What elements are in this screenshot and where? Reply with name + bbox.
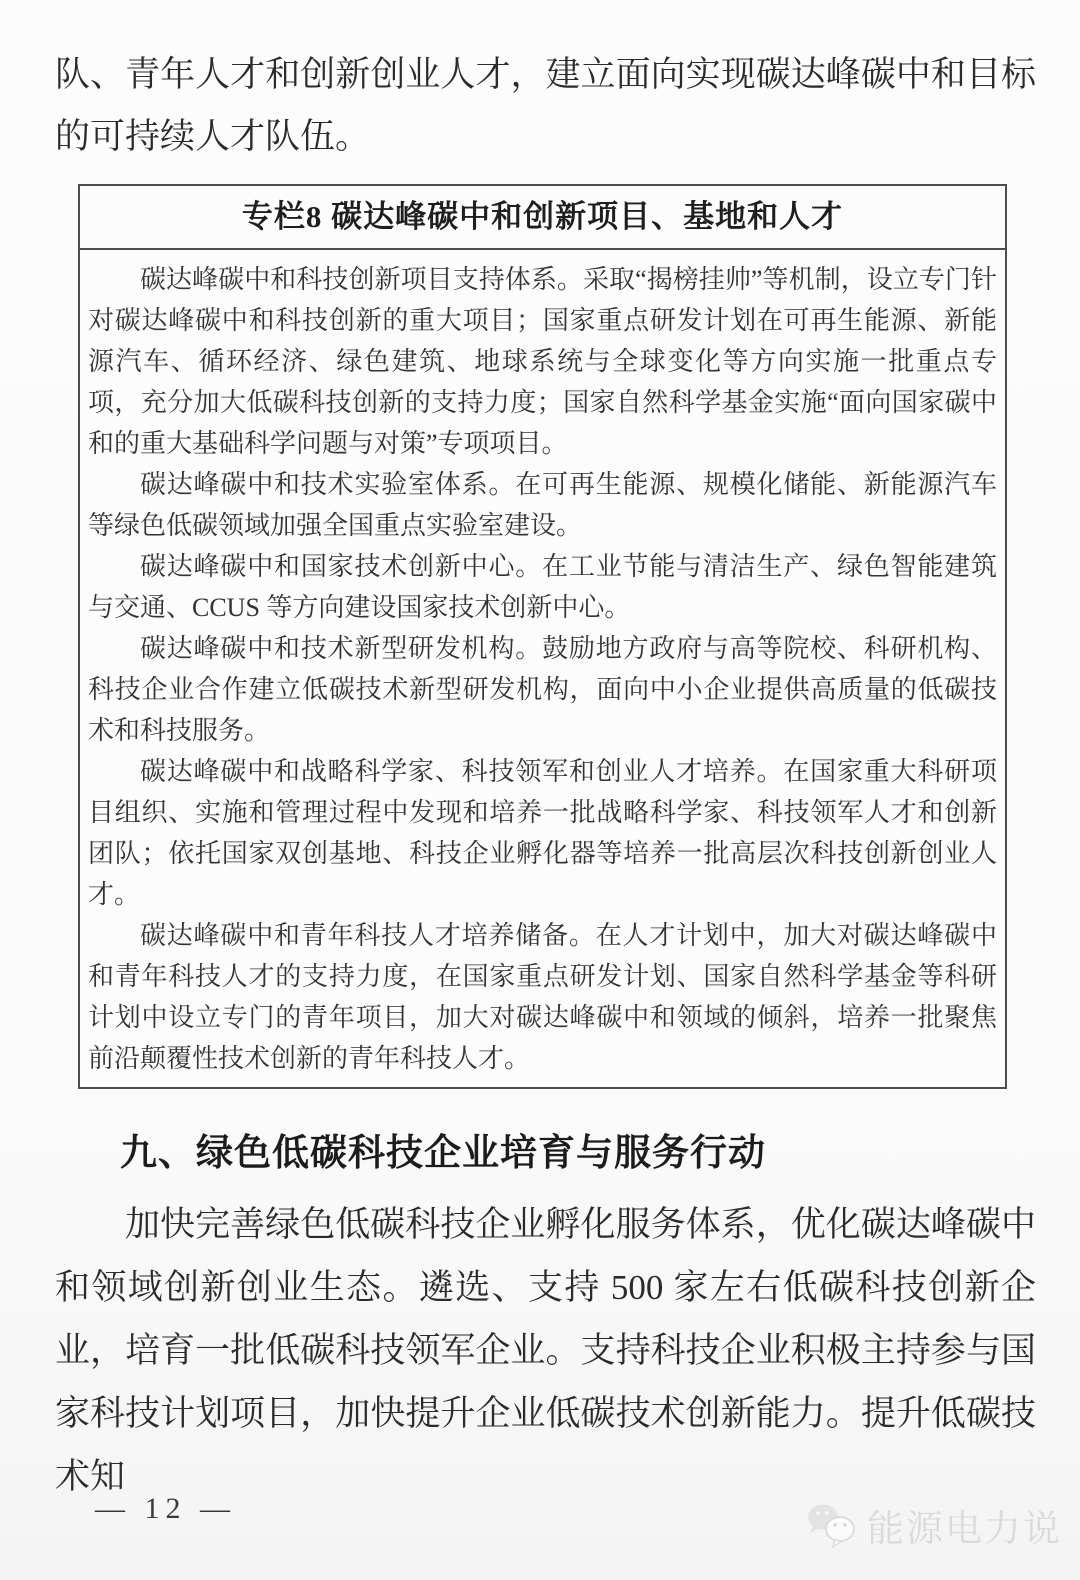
callout-box-title: 专栏8 碳达峰碳中和创新项目、基地和人才 — [80, 186, 1005, 250]
box-paragraph-strategic-scientists: 碳达峰碳中和战略科学家、科技领军和创业人才培养。在国家重大科研项目组织、实施和管理过程中发现和培养一批战略科学家、科技领军人才和创新团队；依托国家双创基地、科技企业孵化器等培养一批高层次科技创新创业人才。 — [88, 757, 997, 909]
callout-box — [78, 184, 1007, 1089]
box-paragraph-innovation-centers: 碳达峰碳中和国家技术创新中心。在工业节能与清洁生产、绿色智能建筑与交通、CCUS 等方向建设国家技术创新中心。 — [88, 552, 997, 622]
watermark — [805, 1498, 1062, 1552]
page-number: — 12 — — [95, 1492, 236, 1525]
box-paragraph-innovation-projects: 碳达峰碳中和科技创新项目支持体系。采取“揭榜挂帅”等机制，设立专门针对碳达峰碳中和科技创新的重大项目；国家重点研发计划在可再生能源、新能源汽车、循环经济、绿色建筑、地球系统与全球变化等方向实施一批重点专项，充分加大低碳科技创新的支持力度；国家自然科学基金实施“面向国家碳中和的重大基础科学问题与对策”专项项目。 — [88, 265, 997, 458]
intro-paragraph: 队、青年人才和创新创业人才，建立面向实现碳达峰碳中和目标的可持续人才队伍。 — [55, 55, 1036, 156]
wechat-chat-bubbles-icon — [805, 1500, 861, 1550]
section-body-paragraph: 加快完善绿色低碳科技企业孵化服务体系，优化碳达峰碳中和领域创新创业生态。遴选、支持 500 家左右低碳科技创新企业，培育一批低碳科技领军企业。支持科技企业积极主持参与国家科技计划项目，加快提升企业低碳技术创新能力。提升低碳技术知 — [55, 1205, 1036, 1496]
watermark-label: 能源电力说 — [867, 1509, 1062, 1550]
callout-box-body — [80, 250, 1005, 1087]
box-paragraph-laboratory-system: 碳达峰碳中和技术实验室体系。在可再生能源、规模化储能、新能源汽车等绿色低碳领域加强全国重点实验室建设。 — [88, 470, 997, 540]
section-heading-nine: 九、绿色低碳科技企业培育与服务行动 — [120, 1132, 766, 1173]
box-paragraph-young-talent: 碳达峰碳中和青年科技人才培养储备。在人才计划中，加大对碳达峰碳中和青年科技人才的支持力度，在国家重点研发计划、国家自然科学基金等科研计划中设立专门的青年项目，加大对碳达峰碳中和领域的倾斜，培养一批聚焦前沿颠覆性技术创新的青年科技人才。 — [88, 921, 997, 1073]
box-paragraph-rnd-institutions: 碳达峰碳中和技术新型研发机构。鼓励地方政府与高等院校、科研机构、科技企业合作建立低碳技术新型研发机构，面向中小企业提供高质量的低碳技术和科技服务。 — [88, 634, 997, 745]
